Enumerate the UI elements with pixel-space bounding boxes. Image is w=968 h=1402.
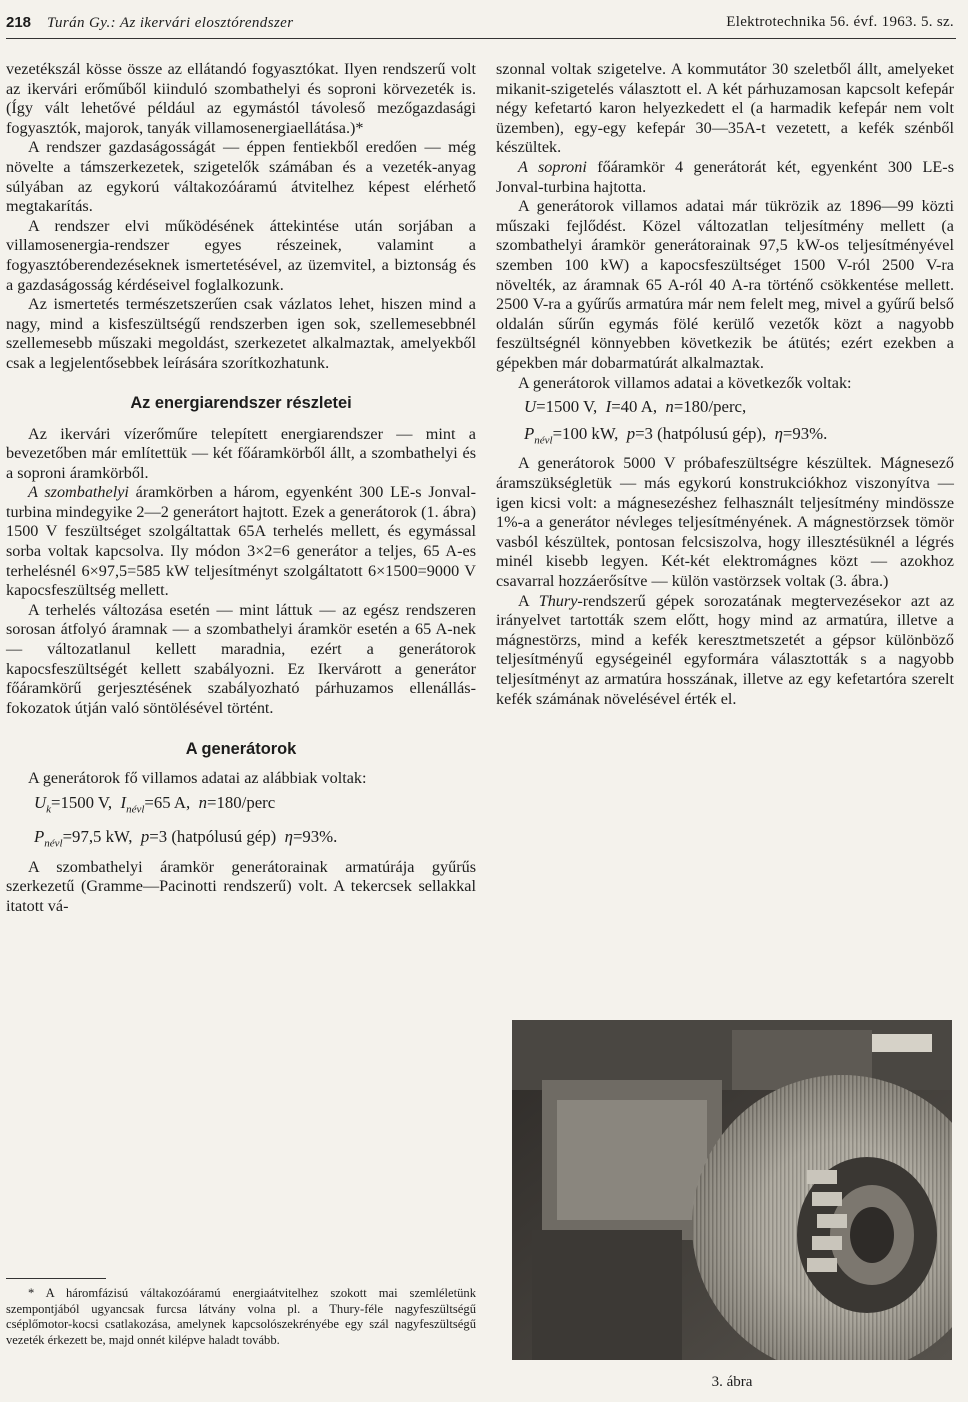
formula-value: =100 kW,: [552, 424, 619, 444]
footnote-text: * A háromfázisú váltakozóáramú energiaátvitelhez szokott mai szemléletünk szempontjából ugyancsak furcsa látvány volna pl. a Thury-féle nagyfeszültségű cséplőmotor-kocsi csatlakozása, amelynek kapcsolószekrényébe egy szál nagyfeszültségű vezeték érkezett be, majd onnét kilépve haladt tovább.: [6, 1286, 476, 1347]
formula-line: [496, 393, 954, 420]
paragraph-text: áramkörben a három, egyenként 300 LE-s Jonval-turbina mindegyike 2—2 generátort hajtott. Ezek a generátorok (1. ábra) 1500 V feszültséget szolgáltattak 65A terhelés mellett, és egymással sorba voltak kapcsolva. Ily módon 3×2=6 generátor a teljes, 65 A-es terhelésnél 6×97,5=585 kW teljesítményt szolgáltatott 6×1500=9000 V kapocsfeszültség mellett.: [6, 483, 477, 600]
running-header: [0, 10, 968, 40]
formula-var: P: [524, 424, 535, 444]
header-rule: [6, 38, 956, 39]
formula-value: =180/perc,: [673, 397, 747, 417]
formula-var: p: [140, 827, 150, 847]
formula-sub: névl: [44, 837, 63, 850]
paragraph: [496, 158, 954, 197]
emphasis: Thury: [538, 591, 578, 610]
emphasis: A szombathelyi: [28, 483, 129, 502]
generator-photo-drawing: [512, 1020, 952, 1360]
formula-value: =65 A,: [144, 793, 191, 812]
left-column: [6, 60, 476, 917]
formula-var: n: [665, 397, 674, 417]
paragraph: A rendszer elvi működésének áttekintése után sorjában a villamosenergia-rendszer egyes részeinek, valamint a fogyasztóberendezéseknek ismertetésével, az üzemvitel, a biztonság és a gazdaságosság kérdéseivel foglalkozunk.: [6, 216, 476, 294]
formula-line: [6, 789, 476, 823]
paragraph-text: főáramkör 4 generátorát két, egyenként 300 LE-s Jonval-turbina hajtotta.: [496, 157, 954, 196]
paragraph: A generátorok 5000 V próbafeszültségre készültek. Mágnesező áramszükségletük — más egykorú konstrukciókhoz viszonyítva — igen kicsi volt: a mágnesezéshez felhasznált teljesítmény mindössze 1%-a a generátor névleges teljesítményének. A mágnestörzsek tömör vasból készültek, pontosan felcsiszolva, hogy illesztésüknél a légrés minél kisebb legyen. Két-két elektromágnes közt — azokhoz csavarral hozzáerősítve — külön vastörzsek voltak (3. ábra.): [496, 454, 954, 591]
formula-var: η: [284, 827, 293, 847]
journal-info: Elektrotechnika 56. évf. 1963. 5. sz.: [726, 14, 954, 30]
formula-value: =3 (hatpólusú gép),: [635, 424, 767, 444]
paragraph: A generátorok villamos adatai a következők voltak:: [518, 373, 852, 392]
formula-value: =3 (hatpólusú gép): [149, 827, 277, 847]
paragraph-text: A: [518, 591, 539, 610]
paragraph: [496, 592, 954, 710]
formula-sub: névl: [534, 434, 553, 447]
formula-value: =93%.: [782, 424, 828, 444]
figure-caption: 3. ábra: [711, 1374, 753, 1390]
section-heading: Az energiarendszer részletei: [130, 393, 352, 412]
formula-var: I: [120, 793, 127, 812]
formula-var: p: [626, 424, 636, 444]
paragraph: A szombathelyi áramkör generátorainak armatúrája gyűrűs szerkezetű (Gramme—Pacinotti rendszerű) volt. A tekercsek sellakkal itatott vá-: [6, 857, 476, 915]
formula-sub: névl: [126, 803, 145, 816]
section-heading: A generátorok: [185, 740, 297, 759]
page-number: 218: [6, 14, 32, 31]
emphasis: A soproni: [518, 157, 587, 176]
running-title: Turán Gy.: Az ikervári elosztórendszer: [47, 15, 294, 31]
formula-value: =180/perc: [207, 793, 276, 812]
paragraph: A terhelés változása esetén — mint láttuk — az egész rendszeren sorosan átfolyó áramnak — a szombathelyi áramkör esetén a 65 A-nek — változatlanul kellett maradnia, ezért a generátorok kapocsfeszültségét kellett szabályozni. Ez Ikervárott a generátor főáramkörű gerjesztésének szabályozható párhuzamos ellenállás-fokozatok útján való söntölésével történt.: [6, 600, 476, 717]
formula-value: =1500 V,: [51, 793, 113, 812]
formula-value: =97,5 kW,: [62, 827, 133, 847]
formula-var: I: [605, 397, 612, 417]
paragraph-text: -rendszerű gépek sorozatának megtervezésekor azt az irányelvet tartották szem előtt, hogy mind az armatúra, illetve a mágnestörzs, mind a kefék keresztmetszetét a gépsor különböző teljesítményű egységeinél egyformára választották s a nagyobb teljesítményt az armatúra hosszának, illetve az egy kefetartóra szerelt kefék számának növelésével érték el.: [496, 591, 955, 708]
paragraph: Az ismertetés természetszerűen csak vázlatos lehet, hiszen mind a nagy, mind a kisfeszültségű rendszerben igen sok, szellemesebbnél szellemesebb műszaki megoldást, szerkezetet alkalmaztak, amelyekből csak a legjelentősebbek leírására szorítkozhatunk.: [6, 295, 476, 372]
paragraph: A generátorok villamos adatai már tükrözik az 1896—99 közti műszaki fejlődést. Közel változatlan teljesítmény mellett (a szombathelyi áramkör generátorainak 97,5 kW-os teljesítményével szemben 100 kW) a kapocsfeszültséget 1500 V-ról 2500 V-ra növelték, az áramnak 65 A-ról 40 A-ra történő csökkentése mellett. 2500 V-ra a gyűrűs armatúra már nem felelt meg, mivel a gyűrű belső oldalán sűrűn egymás fölé kerülő vezetők közt a nagyobb feszültségnél könnyebben következik be átütés; ezért ezekben a gépekben már dobarmatúrát alkalmaztak.: [496, 197, 954, 372]
formula-var: n: [198, 793, 208, 812]
formula-sub: k: [46, 803, 52, 816]
paragraph: [6, 483, 476, 601]
formula-line: [496, 420, 954, 454]
paragraph: Az ikervári vízerőműre telepített energiarendszer — mint a bevezetőben már említettük — két főáramkörből állt, a szombathelyi és a soproni áramkörből.: [6, 424, 476, 482]
paragraph: vezetékszál kösse össze az ellátandó fogyasztókat. Ilyen rendszerű volt az ikervári erőműből kiinduló szombathelyi és soproni körvezeték is. (Így vált lehetővé például az egymástól távoleső mezőgazdasági fogyasztók, majorok, tanyák villamosenergiaellátása.)*: [6, 60, 476, 137]
formula-line: [6, 823, 476, 857]
footnote-rule: [6, 1278, 106, 1279]
formula-value: =1500 V,: [536, 397, 598, 417]
formula-var: U: [34, 793, 47, 812]
paragraph: szonnal voltak szigetelve. A kommutátor 30 szeletből állt, amelyeket mikanit-szigetelés választott el. A két párhuzamosan kapcsolt kefepár négy kefetartó karon helyezkedett el (a harmadik kefepár nem volt üzemben), egy-egy kefepár 30—35A-t vezetett, a kefék szénből készültek.: [496, 60, 954, 157]
right-column: [496, 60, 954, 709]
formula-var: η: [774, 424, 783, 444]
header-left: [6, 14, 293, 32]
formula-var: U: [524, 397, 537, 417]
formula-value: =40 A,: [611, 397, 658, 417]
formula-var: P: [34, 827, 45, 847]
generator-photo: [512, 1020, 952, 1360]
paragraph: A generátorok fő villamos adatai az alábbiak voltak:: [28, 769, 367, 788]
paragraph: A rendszer gazdaságosságát — éppen fentiekből eredően — még növelte a támszerkezetek, szigetelők számában és a vezeték-anyag súlyában az egykorú váltakozóáramú átvitelhez képest elérhető megtakarítás.: [6, 138, 476, 216]
formula-value: =93%.: [292, 827, 338, 847]
footnote: [6, 1286, 476, 1348]
